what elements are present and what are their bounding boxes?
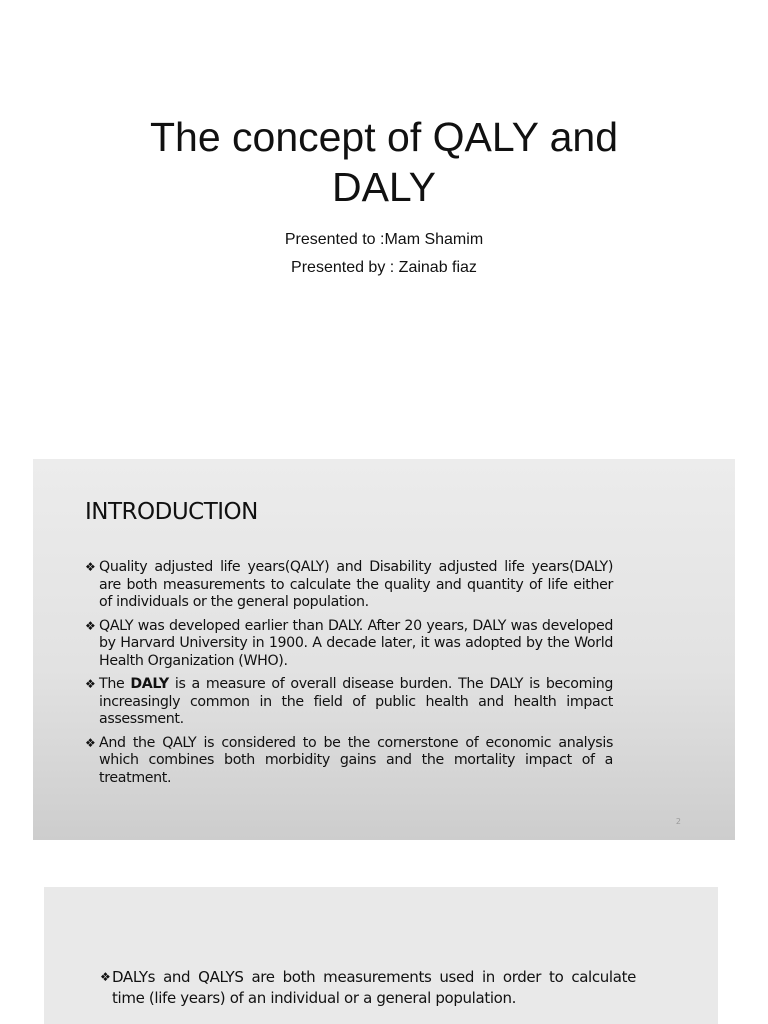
slide-number: 2 — [675, 817, 681, 826]
introduction-bullet-list — [85, 559, 613, 793]
bullet-item — [85, 735, 613, 788]
diamond-bullet-icon: ❖ — [85, 560, 96, 574]
bullet-text-suffix: is a measure of overall disease burden. The DALY is becoming increasingly common in the field of public health and health impact assessment. — [99, 676, 613, 727]
diamond-bullet-icon: ❖ — [85, 735, 96, 750]
presentation-title: The concept of QALY and DALY — [149, 114, 619, 210]
diamond-bullet-icon: ❖ — [100, 970, 111, 984]
bullet-item — [100, 967, 636, 1009]
title-slide — [0, 0, 768, 440]
bullet-text: QALY was developed earlier than DALY. After 20 years, DALY was developed by Harvard University in 1900. A decade later, it was adopted by the World Health Organization (WHO). — [99, 617, 613, 669]
third-slide-bullet-list — [100, 967, 636, 1015]
presented-by: Presented by : Zainab fiaz — [291, 259, 477, 276]
third-slide — [44, 887, 718, 1024]
bullet-item — [85, 676, 613, 729]
bullet-item — [85, 618, 613, 671]
bullet-text-bold: DALY — [130, 676, 169, 692]
bullet-text: DALYs and QALYS are both measurements used in order to calculate time (life years) of an individual or a general population. — [112, 968, 636, 1007]
introduction-slide — [33, 459, 735, 840]
diamond-bullet-icon: ❖ — [85, 618, 96, 633]
bullet-text: And the QALY is considered to be the cornerstone of economic analysis which combines both morbidity gains and the mortality impact of a treatment. — [99, 734, 613, 786]
diamond-bullet-icon: ❖ — [85, 677, 96, 691]
bullet-item — [85, 559, 613, 612]
presented-to: Presented to :Mam Shamim — [284, 231, 484, 248]
bullet-text-prefix: The — [99, 676, 131, 692]
introduction-heading: INTRODUCTION — [85, 499, 258, 525]
bullet-text: Quality adjusted life years(QALY) and Disability adjusted life years(DALY) are both measurements to calculate the quality and quantity of life either of individuals or the general population. — [99, 559, 613, 610]
